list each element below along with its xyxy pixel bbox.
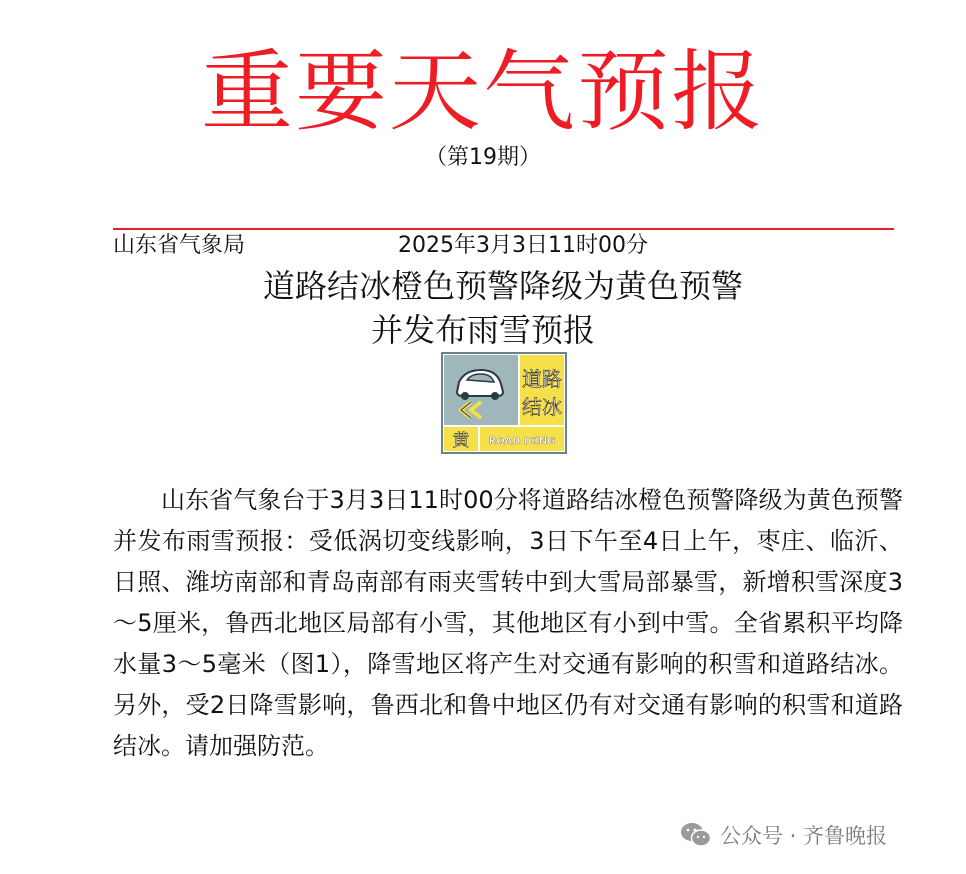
watermark-text: 公众号 · 齐鲁晚报 <box>720 824 888 848</box>
headline-line-1: 道路结冰橙色预警降级为黄色预警 <box>262 267 743 305</box>
wechat-icon <box>680 821 712 849</box>
warning-label-en: ROAD ICING <box>488 436 556 447</box>
issuer-name: 山东省气象局 <box>113 233 246 258</box>
road-icing-warning-icon <box>441 352 567 454</box>
warning-label-cn-top: 道路 <box>522 367 562 391</box>
headline-line-2: 并发布雨雪预报 <box>370 311 595 349</box>
warning-label-cn-bottom: 结冰 <box>522 395 562 419</box>
header-divider <box>113 228 894 230</box>
issue-number: （第19期） <box>425 145 541 170</box>
source-watermark <box>680 818 887 852</box>
forecast-body-paragraph: 山东省气象台于3月3日11时00分将道路结冰橙色预警降级为黄色预警并发布雨雪预报：受低涡切变线影响，3日下午至4日上午，枣庄、临沂、日照、潍坊南部和青岛南部有雨夹雪转中到大雪局部暴雪，新增积雪深度3～5厘米，鲁西北地区局部有小雪，其他地区有小到中雪。全省累积平均降水量3～5毫米（图1），降雪地区将产生对交通有影响的积雪和道路结冰。另外，受2日降雪影响，鲁西北和鲁中地区仍有对交通有影响的积雪和道路结冰。请加强防范。 <box>113 486 903 760</box>
forecast-title: 重要天气预报 <box>200 40 765 143</box>
warning-level-char: 黄 <box>452 431 470 451</box>
issue-datetime: 2025年3月3日11时00分 <box>398 233 648 258</box>
